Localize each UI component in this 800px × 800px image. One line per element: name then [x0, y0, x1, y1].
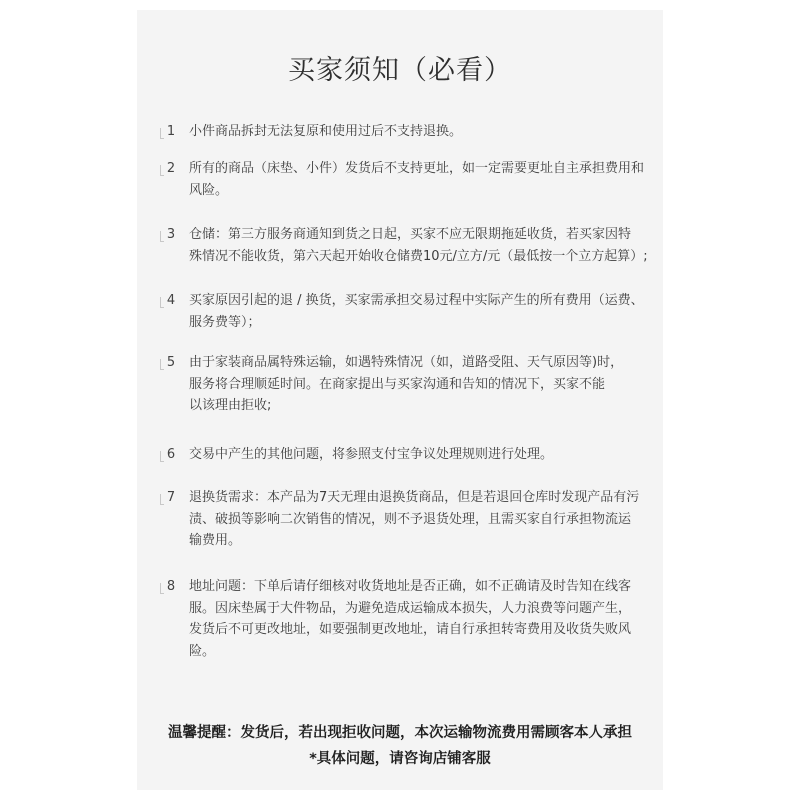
item-number: 6 [163, 444, 179, 466]
warm-reminder-line: 温馨提醒：发货后，若出现拒收问题，本次运输物流费用需顾客本人承担 [168, 725, 632, 741]
item-text: 买家原因引起的退 / 换货，买家需承担交易过程中实际产生的所有费用（运费、 服务费等）； [189, 293, 644, 330]
item-text: 仓储：第三方服务商通知到货之日起，买家不应无限期拖延收货，若买家因特 殊情况不能收货，第六天起开始收仓储费10元/立方/元（最低按一个立方起算）; [189, 227, 648, 264]
item-number: 5 [163, 352, 179, 374]
item-text: 地址问题：下单后请仔细核对收货地址是否正确，如不正确请及时告知在线客 服。因床垫属于大件物品，为避免造成运输成本损失，人力浪费等问题产生， 发货后不可更改地址，如要强制更改地址，请自行承担转寄费用及收货失败风 险。 [189, 579, 632, 659]
item-number: 1 [163, 121, 179, 143]
item-text: 由于家装商品属特殊运输，如遇特殊情况（如，道路受阻、天气原因等)时， 服务将合理顺延时间。在商家提出与买家沟通和告知的情况下，买家不能 以该理由拒收; [189, 355, 624, 413]
warm-reminder [137, 720, 663, 772]
item-number: 7 [163, 487, 179, 509]
buyer-notice-panel [137, 10, 663, 790]
item-text: 交易中产生的其他问题，将参照支付宝争议处理规则进行处理。 [189, 447, 554, 462]
item-number: 3 [163, 224, 179, 246]
item-text: 所有的商品（床垫、小件）发货后不支持更址，如一定需要更址自主承担费用和 风险。 [189, 161, 645, 198]
item-number: 4 [163, 290, 179, 312]
item-text: 小件商品拆封无法复原和使用过后不支持退换。 [189, 124, 463, 139]
customer-service-note: *具体问题，请咨询店铺客服 [309, 751, 491, 767]
item-number: 8 [163, 576, 179, 598]
page-title: 买家须知（必看） [288, 55, 512, 86]
item-number: 2 [163, 158, 179, 180]
item-text: 退换货需求：本产品为7天无理由退换货商品，但是若退回仓库时发现产品有污 渍、破损等影响二次销售的情况，则不予退货处理，且需买家自行承担物流运 输费用。 [189, 490, 640, 548]
